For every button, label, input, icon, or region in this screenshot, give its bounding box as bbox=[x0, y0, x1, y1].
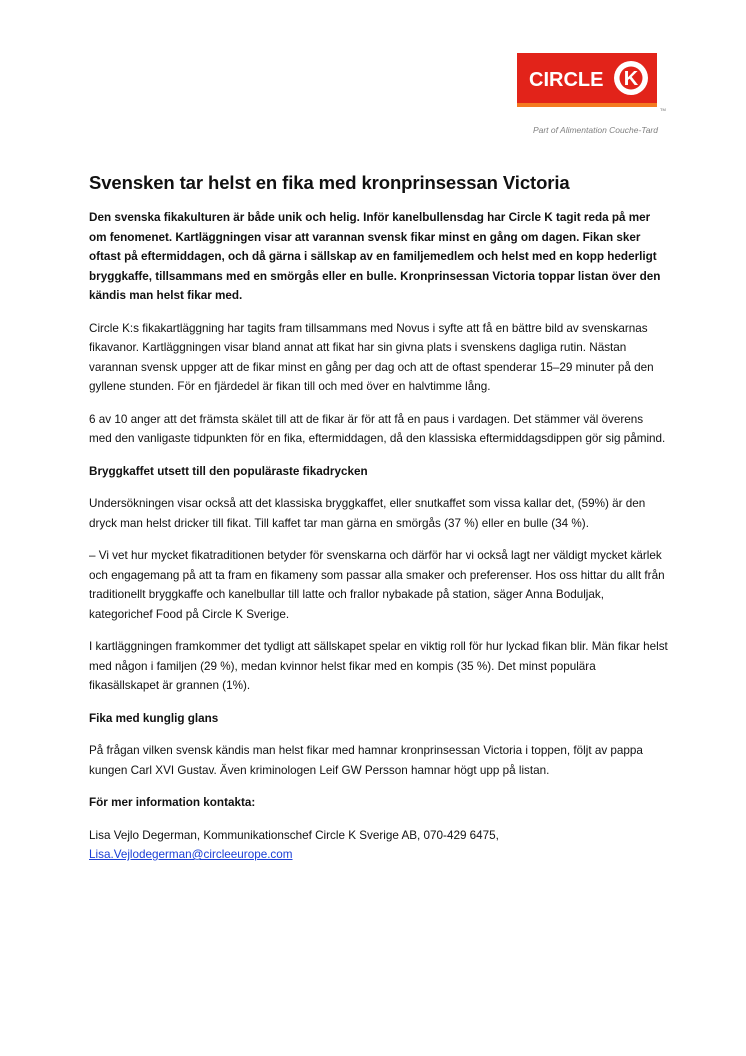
circle-k-mark-icon bbox=[517, 53, 657, 103]
contact-email-line bbox=[89, 845, 669, 865]
logo-orange-stripe bbox=[517, 103, 657, 107]
logo-wordmark: CIRCLE bbox=[529, 69, 604, 91]
circle-k-logo bbox=[517, 53, 666, 112]
trademark-mark: TM bbox=[660, 107, 666, 112]
page-title: Svensken tar helst en fika med kronprinsessan Victoria bbox=[89, 172, 570, 193]
paragraph-royal: På frågan vilken svensk kändis man helst fikar med hamnar kronprinsessan Victoria i toppen, följt av pappa kungen Carl XVI Gustav. Även kriminologen Leif GW Persson hamnar högt upp på listan. bbox=[89, 744, 643, 777]
paragraph-intro: Circle K:s fikakartläggning har tagits fram tillsammans med Novus i syfte att få en bättre bild av svenskarnas fikavanor. Kartläggningen visar bland annat att fikat har sin givna plats i svenskens dagliga rutin. Nästan varannan svensk uppger att de fikar minst en gång per dag och att de oftast spenderar 15–29 minuter på den gyllene stunden. För en fjärdedel är fikan till och med över en halvtimme lång. bbox=[89, 321, 654, 393]
paragraph-pause: 6 av 10 anger att det främsta skälet till att de fikar är för att få en paus i vardagen. Det stämmer väl överens med den vanligaste tidpunkten för en fika, eftermiddagen, då den klassiska eftermiddagsdippen gör sig påmind. bbox=[89, 412, 666, 445]
paragraph-company: I kartläggningen framkommer det tydligt att sällskapet spelar en viktig roll för hur lyckad fikan blir. Män fikar helst med någon i familjen (29 %), medan kvinnor helst fikar med en kompis (35 %). Det minst populära fikasällskapet är grannen (1%). bbox=[89, 640, 668, 692]
contact-line: Lisa Vejlo Degerman, Kommunikationschef Circle K Sverige AB, 070-429 6475, bbox=[89, 828, 499, 842]
parent-company-note: Part of Alimentation Couche-Tard bbox=[532, 125, 658, 135]
paragraph-coffee: Undersökningen visar också att det klassiska bryggkaffet, eller snutkaffet som vissa kallar det, (59%) är den dryck man helst dricker till fikat. Till kaffet tar man gärna en smörgås (37 %) eller en bulle (34 %). bbox=[89, 497, 646, 530]
contact-email-link[interactable]: Lisa.Vejlodegerman@circleeurope.com bbox=[89, 848, 293, 861]
section-heading-coffee: Bryggkaffet utsett till den populäraste fikadrycken bbox=[89, 464, 368, 478]
logo-k-letter: K bbox=[623, 68, 639, 90]
press-release-body bbox=[89, 172, 669, 865]
lead-paragraph: Den svenska fikakulturen är både unik och helig. Inför kanelbullensdag har Circle K tagit reda på mer om fenomenet. Kartläggningen visar att varannan svensk fikar minst en gång om dagen. Fikan sker oftast på eftermiddagen, och då gärna i sällskap av en familjemedlem och helst med en kopp hederligt bryggkaffe, tillsammans med en smörgås eller en bulle. Kronprinsessan Victoria toppar listan över den kändis man helst fikar med. bbox=[89, 211, 661, 302]
section-heading-royal: Fika med kunglig glans bbox=[89, 711, 219, 725]
contact-heading: För mer information kontakta: bbox=[89, 796, 256, 809]
paragraph-quote: – Vi vet hur mycket fikatraditionen betyder för svenskarna och därför har vi också lagt ner väldigt mycket kärlek och engagemang på att ta fram en fikameny som passar alla smaker och preferenser. Hos oss hittar du allt från traditionellt bryggkaffe och kanelbullar till latte och frallor nybakade på station, säger Anna Boduljak, kategorichef Food på Circle K Sverige. bbox=[89, 549, 665, 621]
contact-block bbox=[89, 826, 669, 865]
